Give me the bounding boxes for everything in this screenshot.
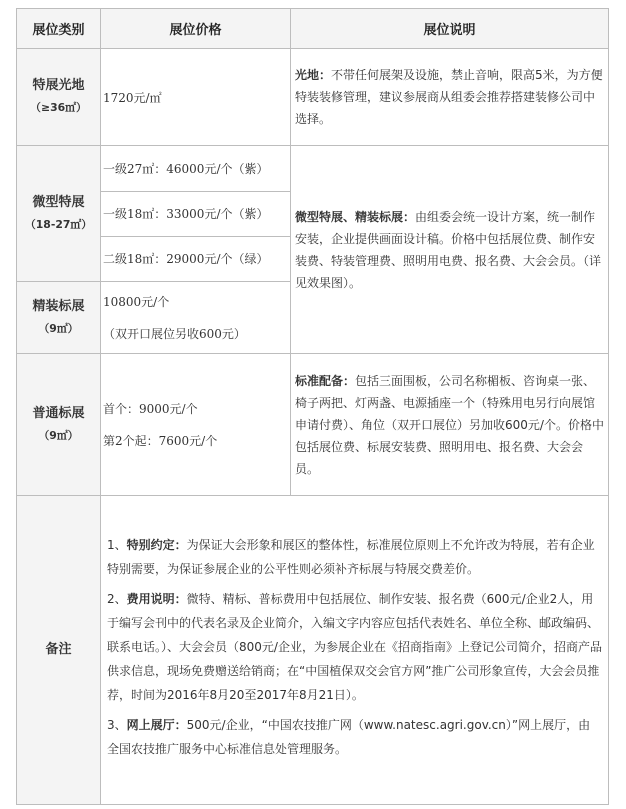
row-standard (17, 354, 609, 496)
booth-price-table (16, 8, 609, 805)
category-mini-size: （18-27㎡） (24, 217, 93, 231)
desc-standard (291, 354, 609, 496)
header-price: 展位价格 (101, 9, 291, 49)
category-special-name: 特展光地 (32, 78, 85, 93)
price-standard-2: 第2个起：7600元/个 (103, 433, 218, 448)
desc-mini-fine-bold: 微型特展、精装标展： (295, 209, 416, 224)
desc-standard-bold: 标准配备： (295, 373, 356, 388)
note-2-text: 微特、精标、普标费用中包括展位、制作安装、报名费（600元/企业2人，用于编写会刊中的代表名录及企业简介，入编文字内容应包括代表姓名、单位全称、邮政编码、联系电话。）、大会会员（800元/企业，为参展企业在《招商指南》上登记公司简介，招商产品供求信息，现场免费赠送给销商；在“中国植保双交会官方网”推广公司形象宣传，大会会员推荐，时间为2016年8月20至2017年8月21日）。 (107, 592, 602, 702)
price-mini-1: 一级27㎡：46000元/个（紫） (101, 147, 290, 192)
desc-mini-fine (291, 146, 609, 354)
note-2-prefix: 2、 (107, 592, 127, 606)
category-fine-size: （9㎡） (38, 321, 79, 335)
price-standard (101, 354, 291, 496)
desc-mini-fine-text: 由组委会统一设计方案，统一制作安装，企业提供画面设计稿。价格中包括展位费、制作安装费、特装管理费、照明用电费、报名费、大会会员。（详见效果图）。 (295, 209, 602, 290)
category-special (17, 49, 101, 146)
note-2 (107, 587, 602, 707)
note-3 (107, 713, 602, 761)
price-fine-1: 10800元/个 (103, 294, 170, 309)
note-3-text: 500元/企业，“中国农技推广网（www.natesc.agri.gov.cn）”网上展厅，由全国农技推广服务中心标准信息处管理服务。 (107, 718, 591, 756)
category-fine-name: 精装标展 (32, 298, 85, 314)
row-notes (17, 496, 609, 805)
category-standard-size: （9㎡） (38, 428, 79, 442)
header-row (17, 9, 609, 49)
category-special-size: （≥36㎡） (30, 101, 87, 114)
note-2-bold: 费用说明： (126, 592, 187, 606)
note-1-prefix: 1、 (107, 538, 127, 552)
note-3-bold: 网上展厅： (126, 718, 187, 732)
category-standard (17, 354, 101, 496)
desc-special-text: 不带任何展架及设施，禁止音响，限高5米，为方便特装装修管理，建议参展商从组委会推荐搭建装修公司中选择。 (295, 68, 603, 126)
category-mini (17, 146, 101, 282)
category-mini-name: 微型特展 (32, 194, 85, 210)
desc-standard-text: 包括三面围板，公司名称楣板、咨询桌一张、椅子两把、灯两盏、电源插座一个（特殊用电另行向展馆申请付费）、角位（双开口展位）另加收600元/个。价格中包括展位费、标展安装费、照明用电、报名费、大会会员。 (295, 373, 604, 476)
price-standard-1: 首个：9000元/个 (103, 401, 198, 416)
notes-content (101, 496, 609, 805)
price-mini-3: 二级18㎡：29000元/个（绿） (103, 251, 269, 266)
notes-label: 备注 (17, 496, 101, 805)
price-fine (101, 282, 291, 354)
note-3-prefix: 3、 (107, 718, 127, 732)
price-fine-2: （双开口展位另收600元） (103, 326, 246, 341)
price-special: 1720元/㎡ (101, 49, 291, 146)
desc-special-bold: 光地： (295, 68, 332, 82)
note-1 (107, 533, 602, 581)
desc-special (291, 49, 609, 146)
header-category: 展位类别 (17, 9, 101, 49)
note-1-text: 为保证大会形象和展区的整体性，标准展位原则上不允许改为特展，若有企业特别需要，为保证参展企业的公平性则必须补齐标展与特展交费差价。 (107, 538, 595, 576)
note-1-bold: 特别约定： (126, 538, 187, 552)
price-mini (101, 146, 291, 282)
category-fine (17, 282, 101, 354)
category-standard-name: 普通标展 (32, 405, 85, 421)
row-mini (17, 146, 609, 282)
header-description: 展位说明 (291, 9, 609, 49)
price-mini-2: 一级18㎡：33000元/个（紫） (101, 192, 290, 237)
row-special (17, 49, 609, 146)
